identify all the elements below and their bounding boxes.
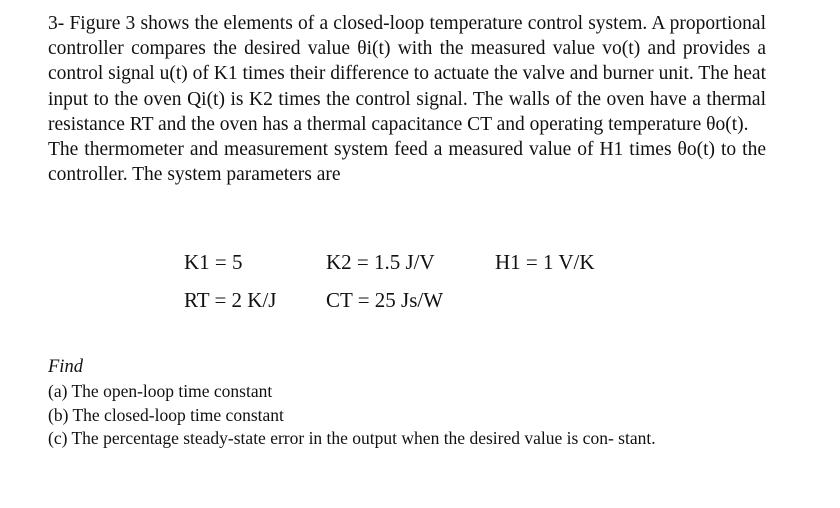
find-section bbox=[48, 356, 766, 451]
param-ct: CT = 25 Js/W bbox=[326, 288, 444, 312]
problem-paragraph-2: The thermometer and measurement system feed a measured value of H1 times θo(t) to the controller. The system parameters are bbox=[48, 139, 766, 186]
find-item-a: (a) The open-loop time constant bbox=[48, 380, 273, 401]
param-rt: RT = 2 K/J bbox=[184, 288, 277, 312]
find-item-c: (c) The percentage steady-state error in the output when the desired value is con- stant. bbox=[48, 428, 656, 449]
param-k2: K2 = 1.5 J/V bbox=[326, 250, 435, 274]
problem-statement bbox=[48, 11, 766, 187]
problem-paragraph-1: 3- Figure 3 shows the elements of a closed-loop temperature control system. A proportional controller compares the desired value θi(t) with the measured value vo(t) and provides a control signal u(t) of K1 times their difference to actuate the valve and burner unit. The heat input to the oven Qi(t) is K2 times the control signal. The walls of the oven have a thermal resistance RT and the oven has a thermal capacitance CT and operating temperature θo(t). bbox=[48, 13, 766, 135]
param-k1: K1 = 5 bbox=[184, 250, 243, 274]
param-h1: H1 = 1 V/K bbox=[495, 250, 595, 274]
find-item-b: (b) The closed-loop time constant bbox=[48, 404, 284, 425]
find-heading: Find bbox=[48, 357, 83, 377]
